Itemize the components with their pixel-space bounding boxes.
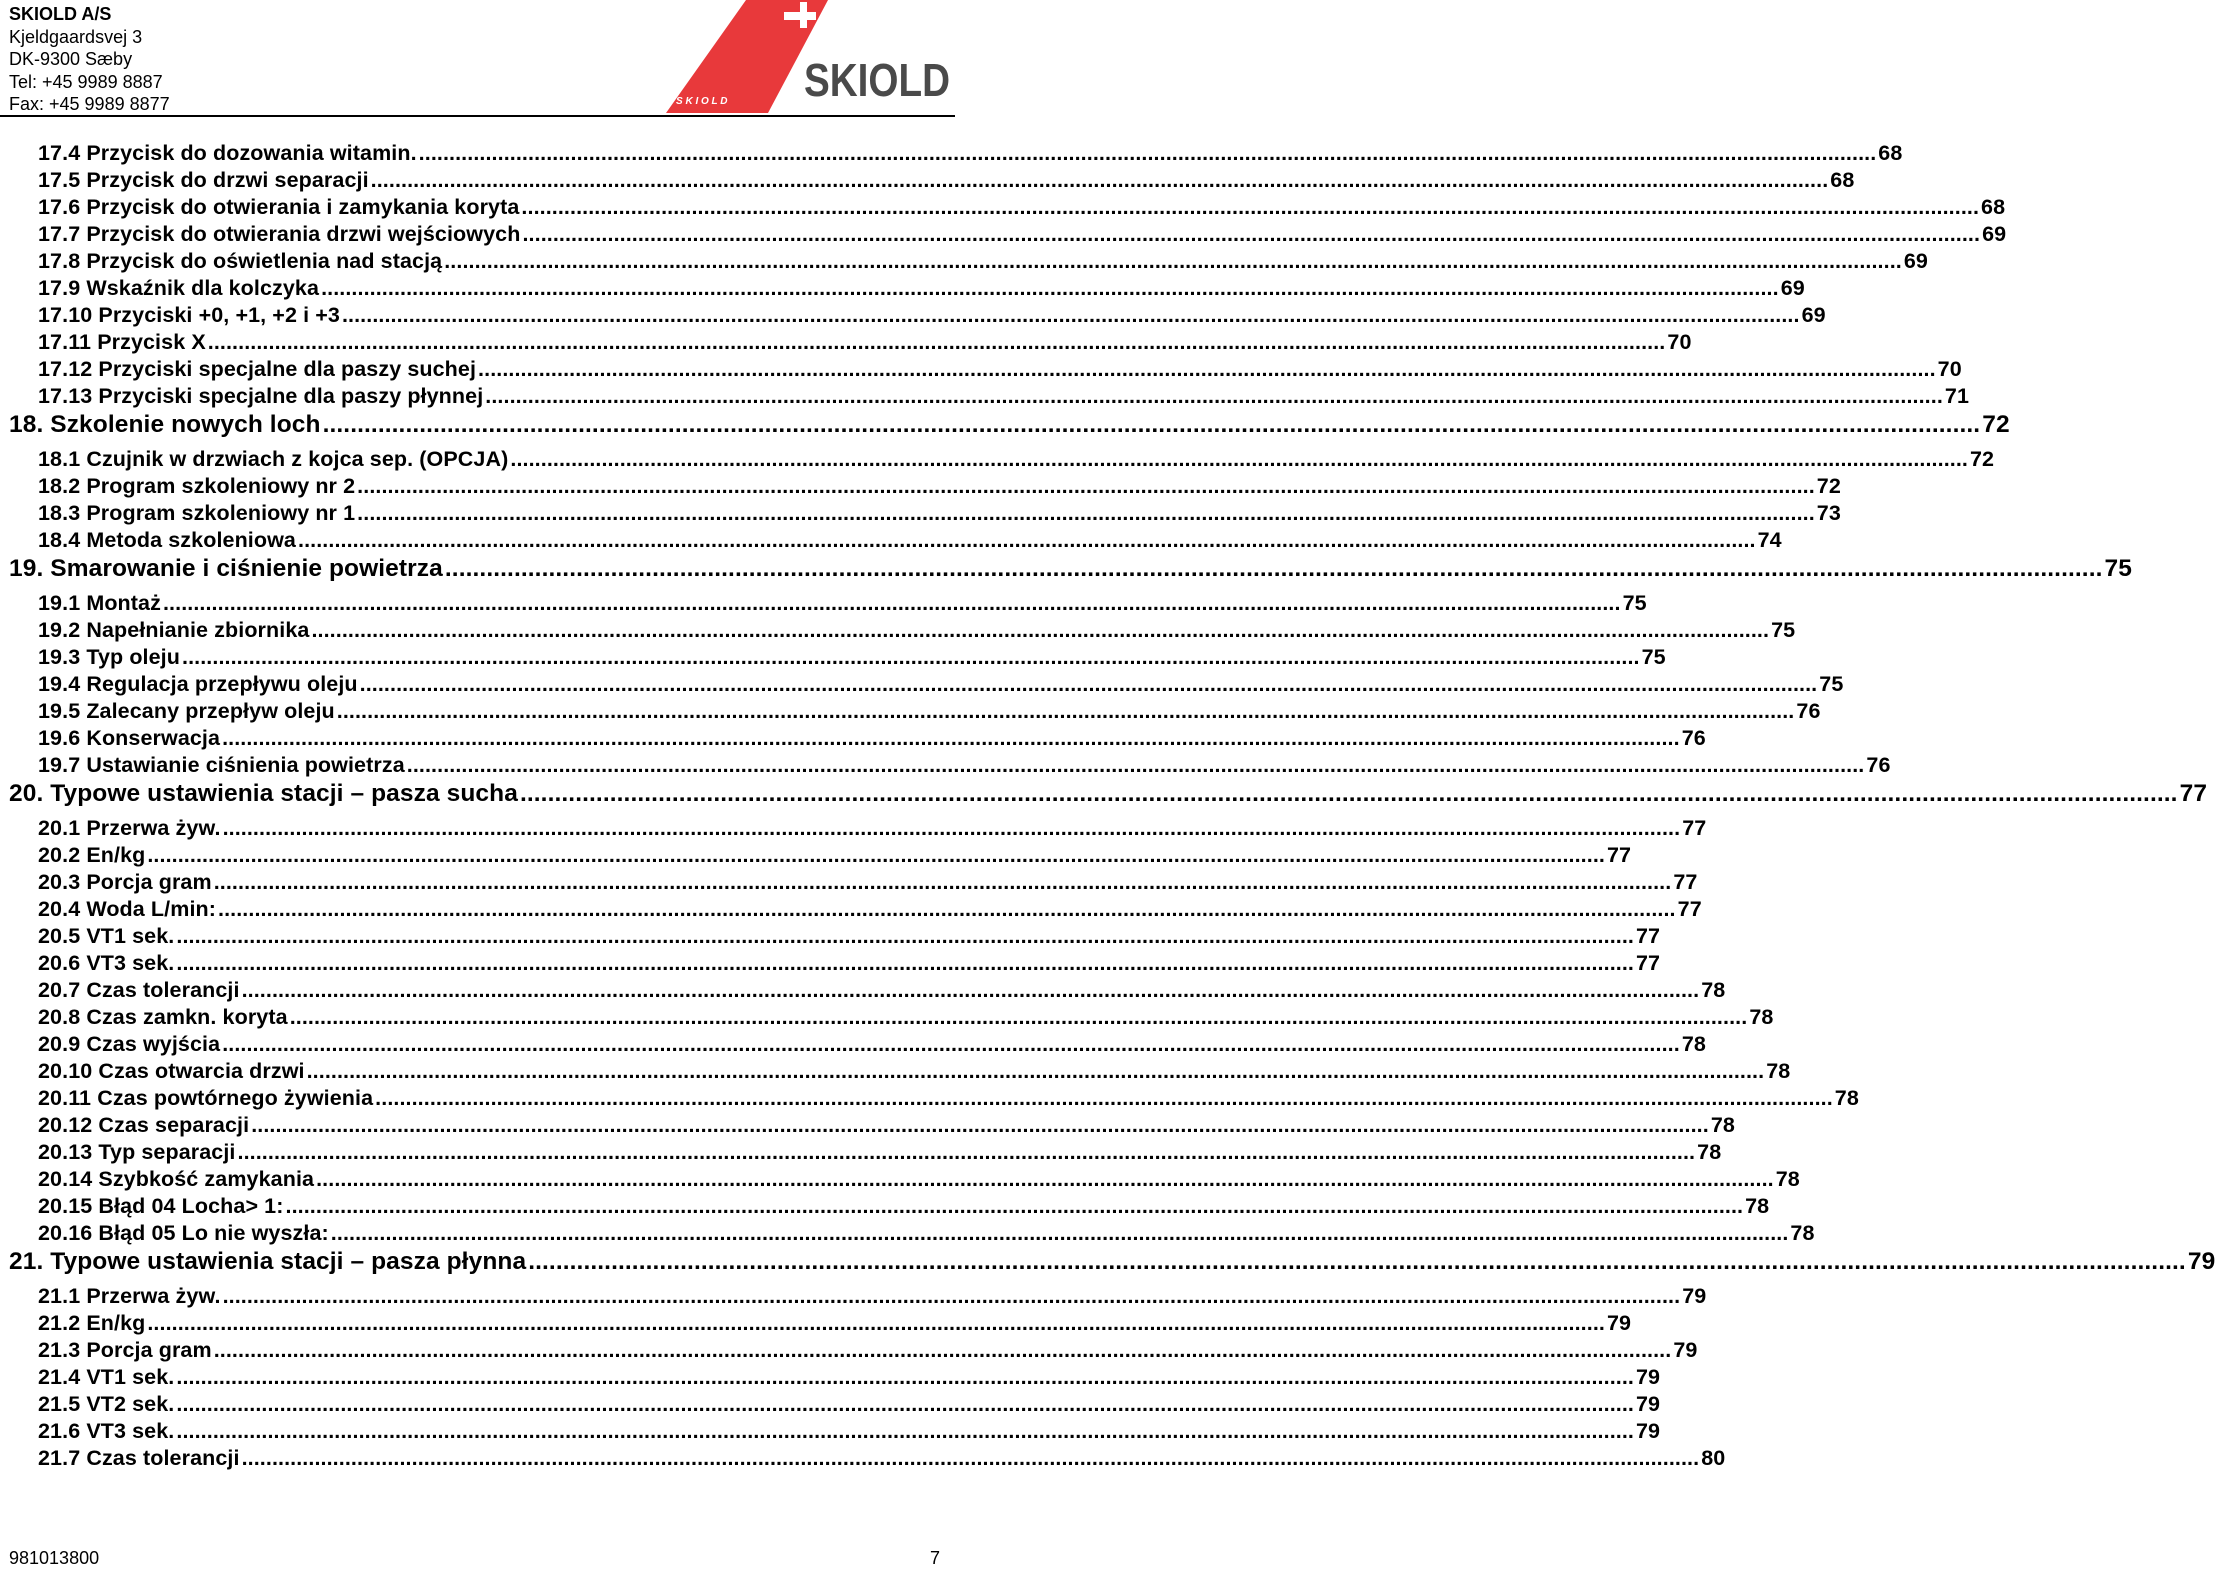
- company-tel: Tel: +45 9989 8887: [9, 71, 163, 92]
- toc-entry-title: 21.2 En/kg: [38, 1311, 146, 1335]
- toc-entry-page: 75: [1622, 591, 1647, 615]
- toc-dot-leader: [222, 726, 1680, 751]
- toc-section-entry[interactable]: [0, 330, 1692, 357]
- company-street: Kjeldgaardsvej 3: [9, 26, 143, 47]
- toc-section-entry[interactable]: [0, 357, 1962, 384]
- toc-entry-title: 17.6 Przycisk do otwierania i zamykania koryta: [38, 195, 520, 219]
- toc-dot-leader: [176, 1392, 1634, 1417]
- toc-dot-leader: [223, 816, 1681, 841]
- document-number: 981013800: [9, 1548, 100, 1568]
- toc-entry-page: 73: [1816, 501, 1841, 525]
- toc-section-entry[interactable]: [0, 1446, 1726, 1473]
- company-city: DK-9300 Sæby: [9, 49, 133, 69]
- toc-section-entry[interactable]: [0, 618, 1796, 645]
- toc-section-entry[interactable]: [0, 276, 1805, 303]
- toc-entry-page: 79: [2187, 1248, 2215, 1275]
- toc-entry-title: 21.1 Przerwa żyw.: [38, 1284, 221, 1308]
- toc-entry-page: 78: [1697, 1140, 1722, 1164]
- toc-entry-title: 20.6 VT3 sek.: [38, 951, 175, 975]
- toc-entry-title: 18.1 Czujnik w drzwiach z kojca sep. (OPCJA): [38, 447, 509, 471]
- toc-entry-title: 19.3 Typ oleju: [38, 645, 180, 669]
- toc-section-entry[interactable]: [0, 978, 1726, 1005]
- toc-entry-title: 21.6 VT3 sek.: [38, 1419, 175, 1443]
- toc-entry-page: 69: [1903, 249, 1928, 273]
- toc-entry-title: 18.2 Program szkoleniowy nr 2: [38, 474, 356, 498]
- toc-entry-title: 20.5 VT1 sek.: [38, 924, 175, 948]
- toc-dot-leader: [357, 474, 1815, 499]
- toc-entry-page: 77: [1673, 870, 1698, 894]
- toc-dot-leader: [298, 528, 1756, 553]
- toc-entry-page: 75: [2104, 555, 2132, 582]
- toc-entry-title: 19.4 Regulacja przepływu oleju: [38, 672, 358, 696]
- toc-dot-leader: [444, 249, 1902, 274]
- toc-entry-title: 19.1 Montaż: [38, 591, 161, 615]
- toc-entry-page: 79: [1636, 1419, 1661, 1443]
- toc-dot-leader: [371, 168, 1829, 193]
- toc-section-entry[interactable]: [0, 645, 1666, 672]
- toc-entry-page: 77: [1682, 816, 1707, 840]
- toc-section-entry[interactable]: [0, 699, 1821, 726]
- toc-dot-leader: [218, 897, 1676, 922]
- toc-dot-leader: [176, 1419, 1634, 1444]
- skiold-logo: [664, 0, 956, 115]
- toc-entry-page: 79: [1682, 1284, 1707, 1308]
- toc-entry-title: 20.12 Czas separacji: [38, 1113, 250, 1137]
- toc-dot-leader: [223, 1284, 1681, 1309]
- toc-section-entry[interactable]: [0, 1086, 1859, 1113]
- toc-dot-leader: [331, 1221, 1789, 1246]
- toc-entry-title: 18.4 Metoda szkoleniowa: [38, 528, 296, 552]
- toc-section-entry[interactable]: [0, 1005, 1774, 1032]
- toc-entry-title: 20.11 Czas powtórnego żywienia: [38, 1086, 374, 1110]
- toc-dot-leader: [286, 1194, 1744, 1219]
- toc-section-entry[interactable]: [0, 501, 1841, 528]
- toc-dot-leader: [342, 303, 1800, 328]
- toc-entry-title: 20.13 Typ separacji: [38, 1140, 236, 1164]
- toc-entry-title: 21.5 VT2 sek.: [38, 1392, 175, 1416]
- toc-dot-leader: [419, 141, 1877, 166]
- toc-section-entry[interactable]: [0, 951, 1661, 978]
- toc-chapter-entry[interactable]: [0, 780, 2208, 816]
- toc-entry-page: 68: [1830, 168, 1855, 192]
- toc-dot-leader: [521, 195, 1979, 220]
- toc-entry-page: 78: [1745, 1194, 1770, 1218]
- toc-entry-page: 69: [1780, 276, 1805, 300]
- toc-section-entry[interactable]: [0, 843, 1632, 870]
- toc-dot-leader: [238, 1140, 1696, 1165]
- page-number: 7: [929, 1548, 940, 1568]
- toc-entry-page: 76: [1866, 753, 1891, 777]
- toc-section-entry[interactable]: [0, 753, 1891, 780]
- toc-dot-leader: [520, 780, 2178, 808]
- toc-section-entry[interactable]: [0, 591, 1647, 618]
- toc-dot-leader: [323, 411, 1981, 439]
- toc-section-entry[interactable]: [0, 1311, 1632, 1338]
- toc-entry-title: 18.3 Program szkoleniowy nr 1: [38, 501, 356, 525]
- toc-dot-leader: [321, 276, 1779, 301]
- toc-entry-page: 70: [1937, 357, 1962, 381]
- toc-entry-title: 20.1 Przerwa żyw.: [38, 816, 221, 840]
- toc-dot-leader: [176, 1365, 1634, 1390]
- toc-entry-title: 18. Szkolenie nowych loch: [9, 411, 321, 438]
- toc-entry-title: 17.9 Wskaźnik dla kolczyka: [38, 276, 320, 300]
- toc-entry-page: 75: [1771, 618, 1796, 642]
- toc-dot-leader: [147, 843, 1605, 868]
- toc-entry-page: 68: [1981, 195, 2006, 219]
- toc-dot-leader: [528, 1248, 2186, 1276]
- company-fax: Fax: +45 9989 8877: [9, 94, 170, 114]
- toc-entry-title: 17.10 Przyciski +0, +1, +2 i +3: [38, 303, 340, 327]
- toc-entry-page: 78: [1834, 1086, 1859, 1110]
- toc-section-entry[interactable]: [0, 384, 1970, 411]
- toc-dot-leader: [445, 555, 2103, 583]
- toc-dot-leader: [242, 1446, 1700, 1471]
- toc-entry-title: 19.6 Konserwacja: [38, 726, 221, 750]
- toc-entry-page: 78: [1749, 1005, 1774, 1029]
- company-address: [9, 3, 170, 116]
- toc-entry-page: 77: [1677, 897, 1702, 921]
- toc-dot-leader: [214, 870, 1672, 895]
- toc-entry-page: 76: [1796, 699, 1821, 723]
- toc-entry-title: 19.5 Zalecany przepływ oleju: [38, 699, 335, 723]
- toc-entry-title: 21. Typowe ustawienia stacji – pasza płynna: [9, 1248, 527, 1275]
- toc-section-entry[interactable]: [0, 1113, 1735, 1140]
- toc-dot-leader: [147, 1311, 1605, 1336]
- toc-entry-page: 78: [1710, 1113, 1735, 1137]
- toc-dot-leader: [485, 384, 1943, 409]
- toc-section-entry[interactable]: [0, 1365, 1661, 1392]
- toc-entry-title: 19. Smarowanie i ciśnienie powietrza: [9, 555, 443, 582]
- toc-section-entry[interactable]: [0, 1392, 1661, 1419]
- toc-section-entry[interactable]: [0, 528, 1782, 555]
- toc-entry-page: 79: [1636, 1392, 1661, 1416]
- toc-entry-page: 77: [1606, 843, 1632, 867]
- toc-entry-title: 20.3 Porcja gram: [38, 870, 212, 894]
- toc-entry-page: 80: [1701, 1446, 1726, 1470]
- toc-entry-title: 20.7 Czas tolerancji: [38, 978, 240, 1002]
- toc-dot-leader: [316, 1167, 1774, 1192]
- toc-entry-page: 74: [1757, 528, 1782, 552]
- toc-dot-leader: [251, 1113, 1709, 1138]
- toc-entry-page: 79: [1606, 1311, 1632, 1335]
- toc-dot-leader: [337, 699, 1795, 724]
- toc-section-entry[interactable]: [0, 222, 2007, 249]
- header-divider: [0, 115, 955, 117]
- toc-dot-leader: [290, 1005, 1748, 1030]
- toc-section-entry[interactable]: [0, 1221, 1815, 1248]
- toc-entry-title: 20.4 Woda L/min:: [38, 897, 217, 921]
- toc-entry-page: 77: [1636, 951, 1661, 975]
- toc-section-entry[interactable]: [0, 816, 1707, 843]
- toc-entry-title: 17.11 Przycisk X: [38, 330, 206, 354]
- toc-section-entry[interactable]: [0, 1059, 1791, 1086]
- toc-entry-title: 17.12 Przyciski specjalne dla paszy suchej: [38, 357, 477, 381]
- toc-entry-page: 72: [1982, 411, 2010, 438]
- toc-section-entry[interactable]: [0, 474, 1841, 501]
- toc-entry-page: 77: [1636, 924, 1661, 948]
- logo-stripe-text: S K I O L D: [676, 96, 728, 107]
- toc-dot-leader: [510, 447, 1968, 472]
- toc-dot-leader: [360, 672, 1818, 697]
- toc-section-entry[interactable]: [0, 726, 1706, 753]
- toc-dot-leader: [163, 591, 1621, 616]
- toc-entry-title: 20.14 Szybkość zamykania: [38, 1167, 315, 1191]
- toc-entry-title: 21.3 Porcja gram: [38, 1338, 212, 1362]
- toc-entry-page: 75: [1641, 645, 1666, 669]
- toc-section-entry[interactable]: [0, 249, 1928, 276]
- toc-entry-page: 79: [1673, 1338, 1698, 1362]
- toc-dot-leader: [214, 1338, 1672, 1363]
- toc-section-entry[interactable]: [0, 1194, 1770, 1221]
- toc-entry-page: 70: [1667, 330, 1692, 354]
- toc-section-entry[interactable]: [0, 195, 2006, 222]
- toc-entry-page: 78: [1766, 1059, 1791, 1083]
- toc-entry-title: 20.2 En/kg: [38, 843, 146, 867]
- toc-dot-leader: [176, 924, 1634, 949]
- toc-entry-title: 20. Typowe ustawienia stacji – pasza sucha: [9, 780, 518, 807]
- toc-entry-page: 69: [1801, 303, 1826, 327]
- toc-dot-leader: [375, 1086, 1833, 1111]
- toc-section-entry[interactable]: [0, 447, 1995, 474]
- toc-entry-title: 20.10 Czas otwarcia drzwi: [38, 1059, 305, 1083]
- toc-entry-page: 72: [1970, 447, 1995, 471]
- toc-entry-title: 20.16 Błąd 05 Lo nie wyszła:: [38, 1221, 329, 1245]
- toc-entry-page: 78: [1681, 1032, 1706, 1056]
- toc-dot-leader: [307, 1059, 1765, 1084]
- toc-section-entry[interactable]: [0, 1167, 1800, 1194]
- toc-dot-leader: [242, 978, 1700, 1003]
- toc-entry-title: 20.15 Błąd 04 Locha> 1:: [38, 1194, 284, 1218]
- toc-section-entry[interactable]: [0, 870, 1698, 897]
- toc-section-entry[interactable]: [0, 1419, 1661, 1446]
- toc-dot-leader: [522, 222, 1980, 247]
- toc-entry-page: 78: [1775, 1167, 1800, 1191]
- toc-entry-title: 19.7 Ustawianie ciśnienia powietrza: [38, 753, 405, 777]
- toc-entry-title: 21.7 Czas tolerancji: [38, 1446, 240, 1470]
- toc-dot-leader: [311, 618, 1769, 643]
- toc-entry-page: 78: [1701, 978, 1726, 1002]
- toc-chapter-entry[interactable]: [0, 411, 2010, 447]
- toc-dot-leader: [222, 1032, 1680, 1057]
- toc-entry-page: 71: [1944, 384, 1970, 408]
- toc-entry-page: 72: [1816, 474, 1841, 498]
- toc-chapter-entry[interactable]: [0, 1248, 2215, 1284]
- toc-chapter-entry[interactable]: [0, 555, 2132, 591]
- logo-brand-text: SKIOLD: [804, 54, 950, 106]
- toc-section-entry[interactable]: [0, 303, 1826, 330]
- toc-dot-leader: [357, 501, 1815, 526]
- toc-section-entry[interactable]: [0, 672, 1844, 699]
- toc-dot-leader: [407, 753, 1865, 778]
- toc-section-entry[interactable]: [0, 1284, 1707, 1311]
- toc-entry-title: 20.8 Czas zamkn. koryta: [38, 1005, 288, 1029]
- company-name: SKIOLD A/S: [9, 4, 112, 24]
- toc-section-entry[interactable]: [0, 168, 1855, 195]
- toc-entry-title: 19.2 Napełnianie zbiornika: [38, 618, 310, 642]
- toc-section-entry[interactable]: [0, 1032, 1706, 1059]
- toc-section-entry[interactable]: [0, 1338, 1698, 1365]
- toc-entry-page: 75: [1819, 672, 1844, 696]
- toc-dot-leader: [478, 357, 1936, 382]
- toc-entry-title: 17.13 Przyciski specjalne dla paszy płynnej: [38, 384, 484, 408]
- toc-entry-page: 79: [1636, 1365, 1661, 1389]
- toc-dot-leader: [176, 951, 1634, 976]
- toc-entry-page: 69: [1982, 222, 2007, 246]
- toc-entry-title: 20.9 Czas wyjścia: [38, 1032, 221, 1056]
- toc-section-entry[interactable]: [0, 897, 1702, 924]
- toc-entry-title: 17.7 Przycisk do otwierania drzwi wejściowych: [38, 222, 521, 246]
- toc-entry-page: 76: [1681, 726, 1706, 750]
- toc-section-entry[interactable]: [0, 1140, 1722, 1167]
- toc-entry-page: 78: [1790, 1221, 1815, 1245]
- toc-entry-title: 17.4 Przycisk do dozowania witamin.: [38, 141, 417, 165]
- toc-entry-page: 77: [2179, 780, 2208, 807]
- toc-section-entry[interactable]: [0, 141, 1903, 168]
- toc-section-entry[interactable]: [0, 924, 1661, 951]
- toc-dot-leader: [182, 645, 1640, 670]
- toc-entry-title: 17.8 Przycisk do oświetlenia nad stacją: [38, 249, 443, 273]
- toc-dot-leader: [208, 330, 1666, 355]
- page-header: [0, 0, 960, 117]
- table-of-contents: [0, 141, 2215, 1473]
- toc-entry-title: 21.4 VT1 sek.: [38, 1365, 175, 1389]
- toc-entry-page: 68: [1878, 141, 1903, 165]
- toc-entry-title: 17.5 Przycisk do drzwi separacji: [38, 168, 369, 192]
